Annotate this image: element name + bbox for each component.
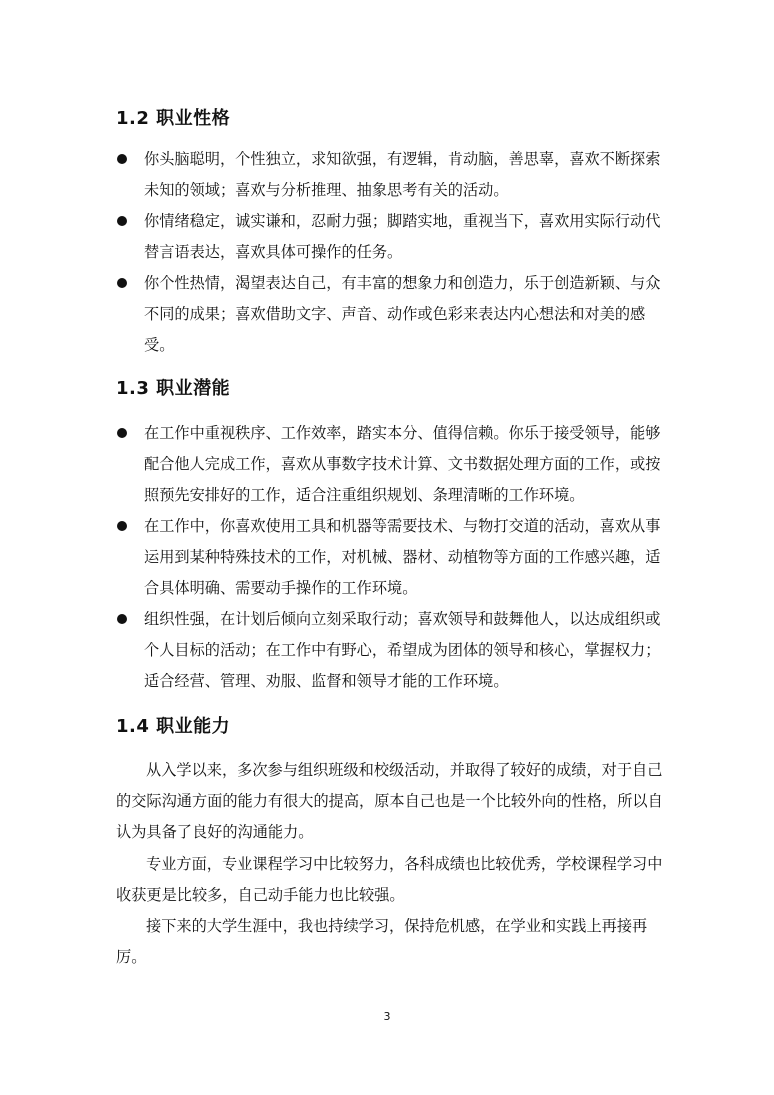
list-item (116, 206, 668, 268)
list-item (116, 144, 668, 206)
section-heading-personality: 1.2 职业性格 (116, 108, 231, 129)
bullet-icon (117, 216, 127, 226)
list-item (116, 418, 668, 511)
bullet-icon (117, 278, 127, 288)
list-item-text: 在工作中重视秩序、工作效率，踏实本分、值得信赖。你乐于接受领导，能够配合他人完成工作，喜欢从事数字技术计算、文书数据处理方面的工作，或按照预先安排好的工作，适合注重组织规划、条理清晰的工作环境。 (144, 424, 661, 504)
list-item (116, 511, 668, 604)
ability-paragraph: 专业方面，专业课程学习中比较努力，各科成绩也比较优秀，学校课程学习中收获更是比较多，自己动手能力也比较强。 (116, 855, 663, 904)
bullet-icon (117, 154, 127, 164)
page-number: 3 (383, 1010, 391, 1023)
list-item (116, 268, 668, 361)
bullet-icon (117, 428, 127, 438)
bullet-icon (117, 521, 127, 531)
potential-list (116, 418, 668, 697)
list-item-text: 你情绪稳定，诚实谦和，忍耐力强；脚踏实地，重视当下，喜欢用实际行动代替言语表达，喜欢具体可操作的任务。 (144, 212, 661, 261)
personality-list (116, 144, 668, 361)
list-item-text: 你个性热情，渴望表达自己，有丰富的想象力和创造力，乐于创造新颖、与众不同的成果；喜欢借助文字、声音、动作或色彩来表达内心想法和对美的感受。 (144, 274, 661, 354)
ability-paragraph: 从入学以来，多次参与组织班级和校级活动，并取得了较好的成绩，对于自己的交际沟通方面的能力有很大的提高，原本自己也是一个比较外向的性格，所以自认为具备了良好的沟通能力。 (116, 761, 663, 841)
list-item-text: 你头脑聪明，个性独立，求知欲强，有逻辑，肯动脑，善思辜，喜欢不断探索未知的领域；喜欢与分析推理、抽象思考有关的活动。 (144, 150, 661, 199)
list-item-text: 在工作中，你喜欢使用工具和机器等需要技术、与物打交道的活动，喜欢从事运用到某种特殊技术的工作，对机械、器材、动植物等方面的工作感兴趣，适合具体明确、需要动手操作的工作环境。 (144, 517, 661, 597)
ability-paragraph: 接下来的大学生涯中，我也持续学习，保持危机感，在学业和实践上再接再厉。 (116, 917, 648, 966)
section-heading-ability: 1.4 职业能力 (116, 716, 231, 737)
list-item-text: 组织性强，在计划后倾向立刻采取行动；喜欢领导和鼓舞他人，以达成组织或个人目标的活动；在工作中有野心，希望成为团体的领导和核心，掌握权力；适合经营、管理、劝服、监督和领导才能的工作环境。 (144, 610, 661, 690)
bullet-icon (117, 614, 127, 624)
section-heading-potential: 1.3 职业潜能 (116, 378, 231, 399)
list-item (116, 604, 668, 697)
